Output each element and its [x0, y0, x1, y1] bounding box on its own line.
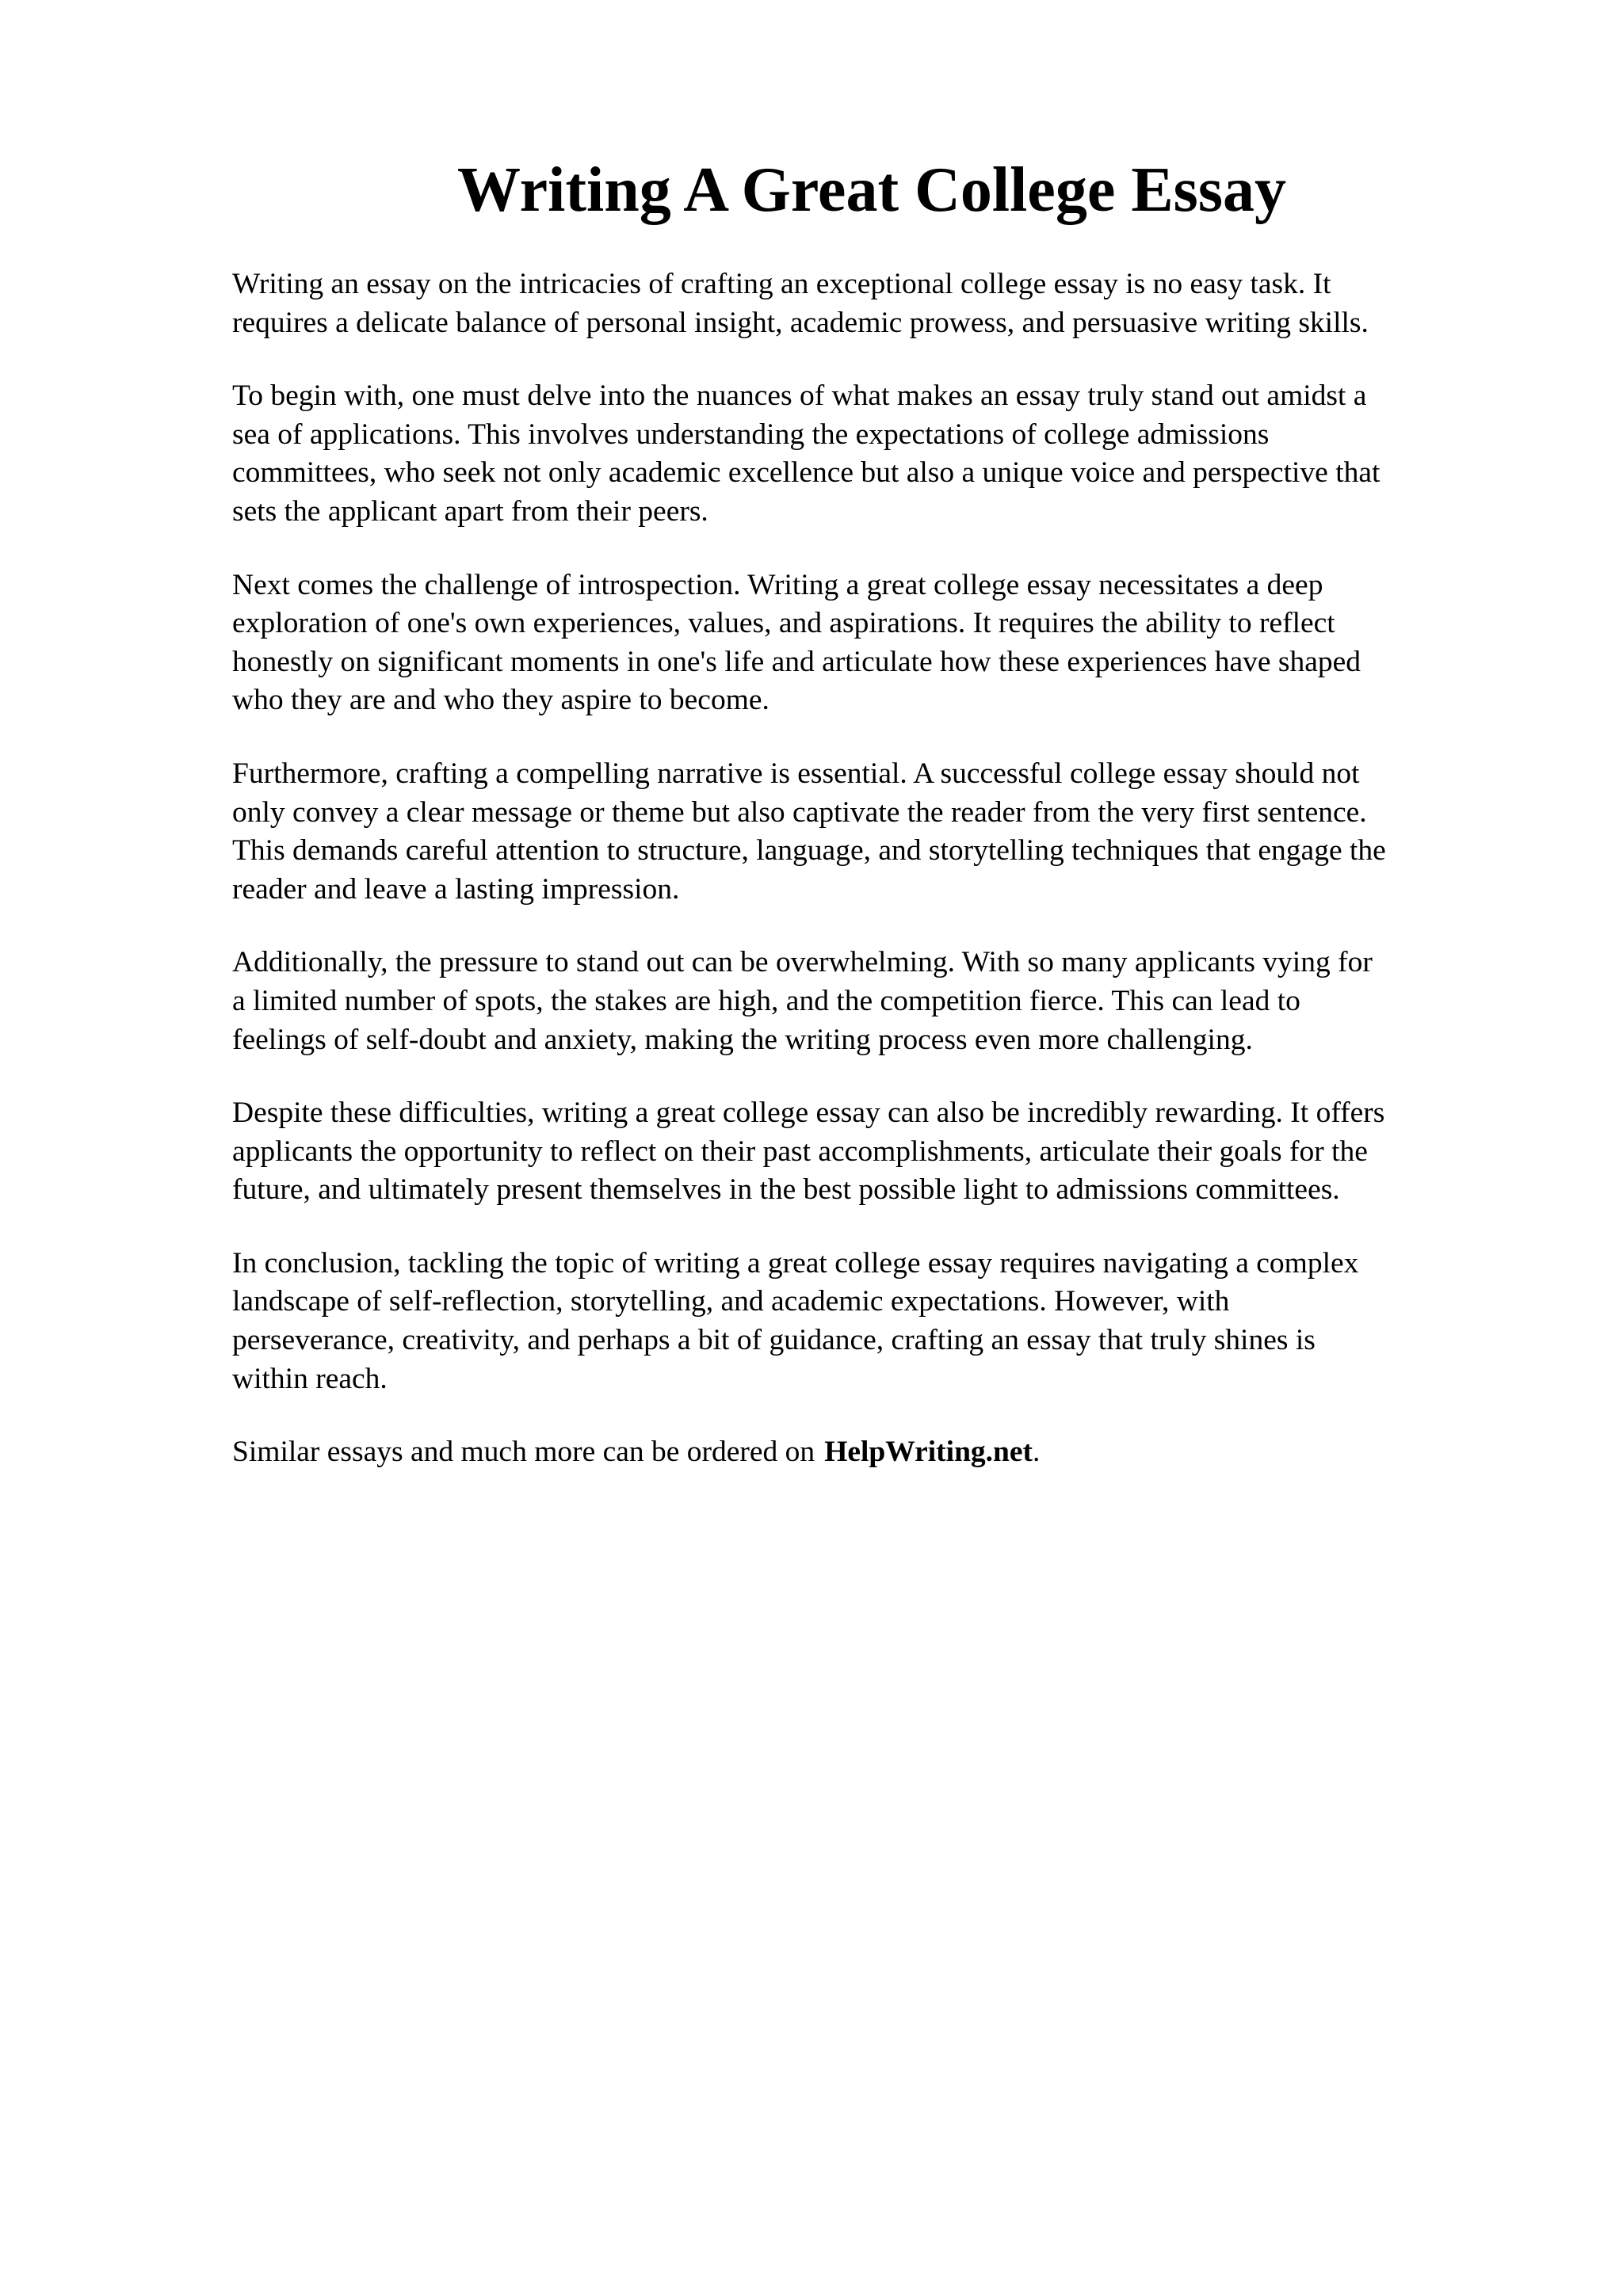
- footer-text: Similar essays and much more can be ordered on: [232, 1436, 815, 1469]
- paragraph-line: feelings of self-doubt and anxiety, making the writing process even more challenging.: [232, 1023, 1253, 1056]
- paragraph: [232, 755, 1516, 909]
- paragraph-line: Writing an essay on the intricacies of crafting an exceptional college essay is no easy task. It: [232, 268, 1331, 300]
- paragraph-line: Despite these difficulties, writing a great college essay can also be incredibly rewarding. It offers: [232, 1097, 1385, 1130]
- paragraph: [232, 377, 1516, 531]
- paragraph-line: sea of applications. This involves understanding the expectations of college admissions: [232, 418, 1270, 451]
- paragraph-line: exploration of one's own experiences, values, and aspirations. It requires the ability to reflect: [232, 607, 1335, 640]
- paragraph-line: Furthermore, crafting a compelling narrative is essential. A successful college essay should not: [232, 757, 1360, 790]
- brand-name: HelpWriting.net: [824, 1436, 1033, 1469]
- paragraph-line: only convey a clear message or theme but also captivate the reader from the very first sentence.: [232, 795, 1367, 829]
- document-title: Writing A Great College Essay: [457, 155, 1286, 225]
- paragraph-line: committees, who seek not only academic excellence but also a unique voice and perspective that: [232, 456, 1381, 490]
- paragraph-line: Next comes the challenge of introspection. Writing a great college essay necessitates a deep: [232, 568, 1323, 601]
- footer-end: .: [1033, 1436, 1041, 1469]
- paragraph-line: perseverance, creativity, and perhaps a bit of guidance, crafting an essay that truly shines is: [232, 1324, 1316, 1357]
- paragraph: [232, 1245, 1516, 1398]
- paragraph-line: within reach.: [232, 1362, 388, 1395]
- footer-line: [232, 1433, 1516, 1472]
- paragraph-line: sets the applicant apart from their peers.: [232, 494, 708, 528]
- paragraph-line: This demands careful attention to structure, language, and storytelling techniques that engage the: [232, 834, 1386, 868]
- document-body: [232, 265, 1516, 1472]
- paragraph-line: In conclusion, tackling the topic of writing a great college essay requires navigating a complex: [232, 1246, 1359, 1280]
- paragraph-line: a limited number of spots, the stakes are high, and the competition fierce. This can lead to: [232, 984, 1300, 1017]
- paragraph-line: Additionally, the pressure to stand out can be overwhelming. With so many applicants vying for: [232, 946, 1373, 979]
- paragraph: [232, 265, 1516, 342]
- paragraph: [232, 944, 1516, 1059]
- paragraph: [232, 1094, 1516, 1210]
- paragraph-line: who they are and who they aspire to become.: [232, 684, 769, 717]
- paragraph-line: honestly on significant moments in one's life and articulate how these experiences have shaped: [232, 645, 1361, 678]
- paragraph-line: landscape of self-reflection, storytelling, and academic expectations. However, with: [232, 1285, 1230, 1318]
- paragraph-line: applicants the opportunity to reflect on their past accomplishments, articulate their goals for the: [232, 1135, 1368, 1168]
- paragraph: [232, 566, 1516, 720]
- paragraph-line: reader and leave a lasting impression.: [232, 872, 680, 906]
- paragraph-line: future, and ultimately present themselves in the best possible light to admissions committees.: [232, 1173, 1340, 1207]
- paragraph-line: To begin with, one must delve into the nuances of what makes an essay truly stand out amidst a: [232, 379, 1367, 413]
- paragraph-line: requires a delicate balance of personal insight, academic prowess, and persuasive writing skills.: [232, 306, 1369, 339]
- paragraph-list: [232, 265, 1516, 1398]
